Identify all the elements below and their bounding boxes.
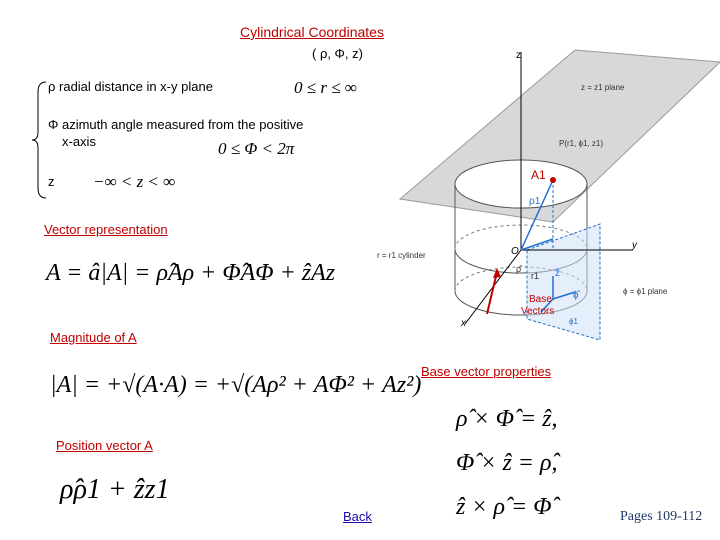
- z-hat-label: ẑ: [555, 268, 560, 279]
- definition-rho-label: ρ radial distance in x-y plane: [48, 79, 213, 94]
- definition-phi-label: Φ azimuth angle measured from the positive: [48, 117, 304, 132]
- z-plane-label: z = z1 plane: [581, 83, 625, 92]
- phi-plane-label: ϕ = ϕ1 plane: [623, 287, 668, 296]
- equation-magnitude: |A| = +√(A·A) = +√(Aρ² + AΦ² + Az²): [50, 372, 422, 398]
- r1-label: r1: [531, 271, 540, 281]
- section-vector-representation: Vector representation: [44, 222, 168, 237]
- z-axis-label: z: [516, 50, 521, 61]
- point-a1-label: A1: [531, 168, 546, 182]
- cylindrical-coordinates-figure: [345, 44, 720, 344]
- point-coordinates-label: P(r1, ϕ1, z1): [559, 139, 604, 148]
- section-position-vector: Position vector A: [56, 438, 153, 453]
- pages-label: Pages 109-112: [620, 509, 703, 524]
- equation-vector-representation: A = â|A| = ρ̂Aρ + Φ̂AΦ + ẑAz: [46, 260, 336, 286]
- base-vectors-label: Vectors: [521, 306, 555, 317]
- definition-phi-label-2: x-axis: [62, 134, 96, 149]
- rho1-label: ρ1: [529, 196, 541, 207]
- page-subtitle: ( ρ, Φ, z): [312, 46, 363, 61]
- definition-z-label: z: [48, 174, 55, 189]
- section-base-vector-properties: Base vector properties: [421, 364, 552, 379]
- property-rho-cross-phi: ρ̂ × Φ̂ = ẑ,: [456, 406, 558, 432]
- property-z-cross-rho: ẑ × ρ̂ = Φ̂: [456, 494, 552, 520]
- phi-hat-label: ϕ̂: [573, 290, 579, 301]
- back-link[interactable]: Back: [343, 509, 372, 524]
- phi1-label: ϕ1: [569, 317, 578, 326]
- definition-rho-formula: 0 ≤ r ≤ ∞: [294, 78, 357, 97]
- definition-z-formula: −∞ < z < ∞: [93, 172, 176, 191]
- equation-position-vector: ρ̂ρ1 + ẑz1: [60, 474, 170, 505]
- definitions-brace: [30, 80, 50, 200]
- phi-plane: [527, 224, 600, 340]
- property-phi-cross-z: Φ̂ × ẑ = ρ̂,: [456, 450, 558, 476]
- definition-phi-formula: 0 ≤ Φ < 2π: [218, 139, 295, 158]
- rho-hat-label: ρ̂: [516, 264, 522, 274]
- page-title: Cylindrical Coordinates: [240, 24, 384, 40]
- base-vectors-label-line1: Base: [529, 294, 552, 305]
- base-vectors-arrowhead: [493, 268, 501, 278]
- origin-label: O: [511, 246, 519, 257]
- y-axis-label: y: [632, 240, 637, 251]
- x-axis-label: x: [461, 318, 466, 329]
- point-a1: [550, 177, 556, 183]
- section-magnitude: Magnitude of A: [50, 330, 137, 345]
- cylinder-label: r = r1 cylinder: [377, 251, 426, 260]
